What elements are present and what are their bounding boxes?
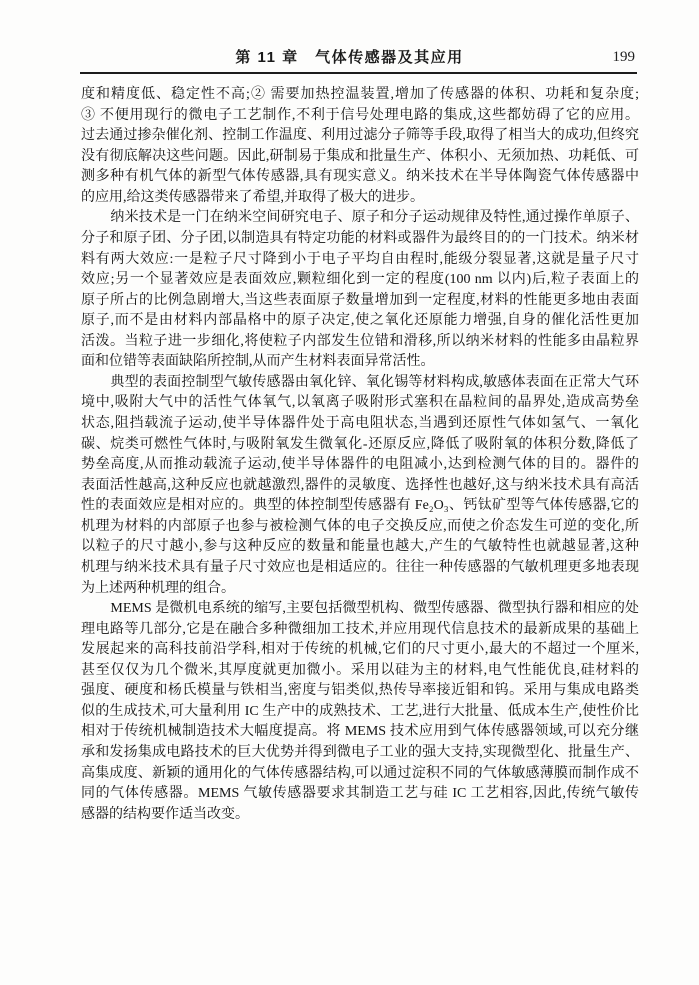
text-line: 原子,而不是由材料内部晶格中的原子决定,使之氧化还原能力增强,自身的催化活性更加 xyxy=(81,313,639,329)
chapter-header: 第 11 章 气体传感器及其应用 xyxy=(235,49,464,66)
text-line: 效应;另一个显著效应是表面效应,颗粒细化到一定的程度(100 nm 以内)后,粒子表面上的 xyxy=(81,272,639,288)
text-line: 过去通过掺杂催化剂、控制工作温度、利用过滤分子筛等手段,取得了相当大的成功,但终究 xyxy=(81,128,639,144)
text-line: 相对于传统机械制造技术大幅度提高。将 MEMS 技术应用到气体传感器领域,可以充分继 xyxy=(81,724,639,740)
text-line: 同的气体传感器。MEMS 气敏传感器要求其制造工艺与硅 IC 工艺相容,因此,传统气敏传 xyxy=(81,786,639,802)
page-number: 199 xyxy=(612,49,635,65)
text-line: 发展起来的高科技前沿学科,相对于传统的机械,它们的尺寸更小,最大的不超过一个厘米, xyxy=(81,642,639,658)
text-line: 高集成度、新颖的通用化的气体传感器结构,可以通过淀积不同的气体敏感薄膜而制作成不 xyxy=(81,765,639,781)
text-line: 原子所占的比例急剧增大,当这些表面原子数量增加到一定程度,材料的性能更多地由表面 xyxy=(81,292,639,308)
text-line: 料有两大效应:一是粒子尺寸降到小于电子平均自由程时,能级分裂显著,这就是量子尺寸 xyxy=(81,251,639,267)
text-line: 状态,阻挡载流子运动,使半导体器件处于高电阻状态,当遇到还原性气体如氢气、一氧化 xyxy=(81,416,639,431)
text-line: 典型的表面控制型气敏传感器由氧化锌、氧化锡等材料构成,敏感体表面在正常大气环 xyxy=(110,374,639,390)
text-line: 碳、烷类可燃性气体时,与吸附氧发生微氧化-还原反应,降低了吸附氧的体积分数,降低了 xyxy=(81,436,639,452)
text-line: 分子和原子团、分子团,以制造具有特定功能的材料或器件为最终目的的一门技术。纳米材 xyxy=(81,230,639,246)
text-line: 面和位错等表面缺陷所控制,从而产生材料表面异常活性。 xyxy=(81,354,435,370)
text-line: 机理与纳米技术具有量子尺寸效应也是相适应的。往往一种传感器的气敏机理更多地表现 xyxy=(81,559,639,575)
text-line: ③ 不便用现行的微电子工艺制作,不利于信号处理电路的集成,这些都妨碍了它的应用。 xyxy=(81,107,639,123)
text-line: 似的生成技术,可大量利用 IC 生产中的成熟技术、工艺,进行大批量、低成本生产,使性价比 xyxy=(81,703,639,719)
text-line: 纳米技术是一门在纳米空间研究电子、原子和分子运动规律及特性,通过操作单原子、 xyxy=(110,210,639,226)
text-line: 以粒子的尺寸越小,参与这种反应的数量和能量也越大,产生的气敏特性也就越显著,这种 xyxy=(81,539,639,555)
text-line: 的应用,给这类传感器带来了希望,并取得了极大的进步。 xyxy=(81,189,424,205)
text-line: 活泼。当粒子进一步细化,将使粒子内部发生位错和滑移,所以纳米材料的性能多由晶粒界 xyxy=(81,333,639,349)
text-line: 强度、硬度和杨氏模量与铁相当,密度与铝类似,热传导率接近钼和钨。采用与集成电路类 xyxy=(81,683,639,699)
text-line: 承和发扬集成电路技术的巨大优势并得到微电子工业的强大支持,实现微型化、批量生产、 xyxy=(81,745,639,760)
text-line: 机理为材料的内部原子也参与被检测气体的电子交换反应,而使之价态发生可逆的变化,所 xyxy=(81,518,639,534)
header-rule xyxy=(80,72,637,74)
text-line: 感器的结构要作适当改变。 xyxy=(81,806,249,822)
text-line: 势垒高度,从而推动载流子运动,使半导体器件的电阻减小,达到检测气体的目的。器件的 xyxy=(81,457,639,473)
text-line: 表面活性越高,这种反应也就越激烈,器件的灵敏度、选择性也越好,这与纳米技术具有高活 xyxy=(81,477,639,493)
text-line: 为上述两种机理的组合。 xyxy=(81,580,235,596)
text-line: 没有彻底解决这些问题。因此,研制易于集成和批量生产、体积小、无须加热、功耗低、可 xyxy=(81,148,639,164)
text-line: MEMS 是微机电系统的缩写,主要包括微型机构、微型传感器、微型执行器和相应的处 xyxy=(110,601,639,617)
text-line: 境中,吸附大气中的活性气体氧气,以氧离子吸附形式塞积在晶粒间的晶界处,造成高势垒 xyxy=(81,395,639,411)
text-line: 理电路等几部分,它是在融合多种微细加工技术,并应用现代信息技术的最新成果的基础上 xyxy=(81,621,639,637)
text-line: 甚至仅仅为几个微米,其厚度就更加微小。采用以硅为主的材料,电气性能优良,硅材料的 xyxy=(81,662,639,678)
text-line: 测多种有机气体的新型气体传感器,具有现实意义。纳米技术在半导体陶瓷气体传感器中 xyxy=(81,169,639,185)
document-body xyxy=(81,85,639,825)
text-line: 度和精度低、稳定性不高;② 需要加热控温装置,增加了传感器的体积、功耗和复杂度; xyxy=(81,87,639,102)
text-line: 性的表面效应是相对应的。典型的体控制型传感器有 Fe₂O₃、钙钛矿型等气体传感器,它的 xyxy=(81,498,639,514)
